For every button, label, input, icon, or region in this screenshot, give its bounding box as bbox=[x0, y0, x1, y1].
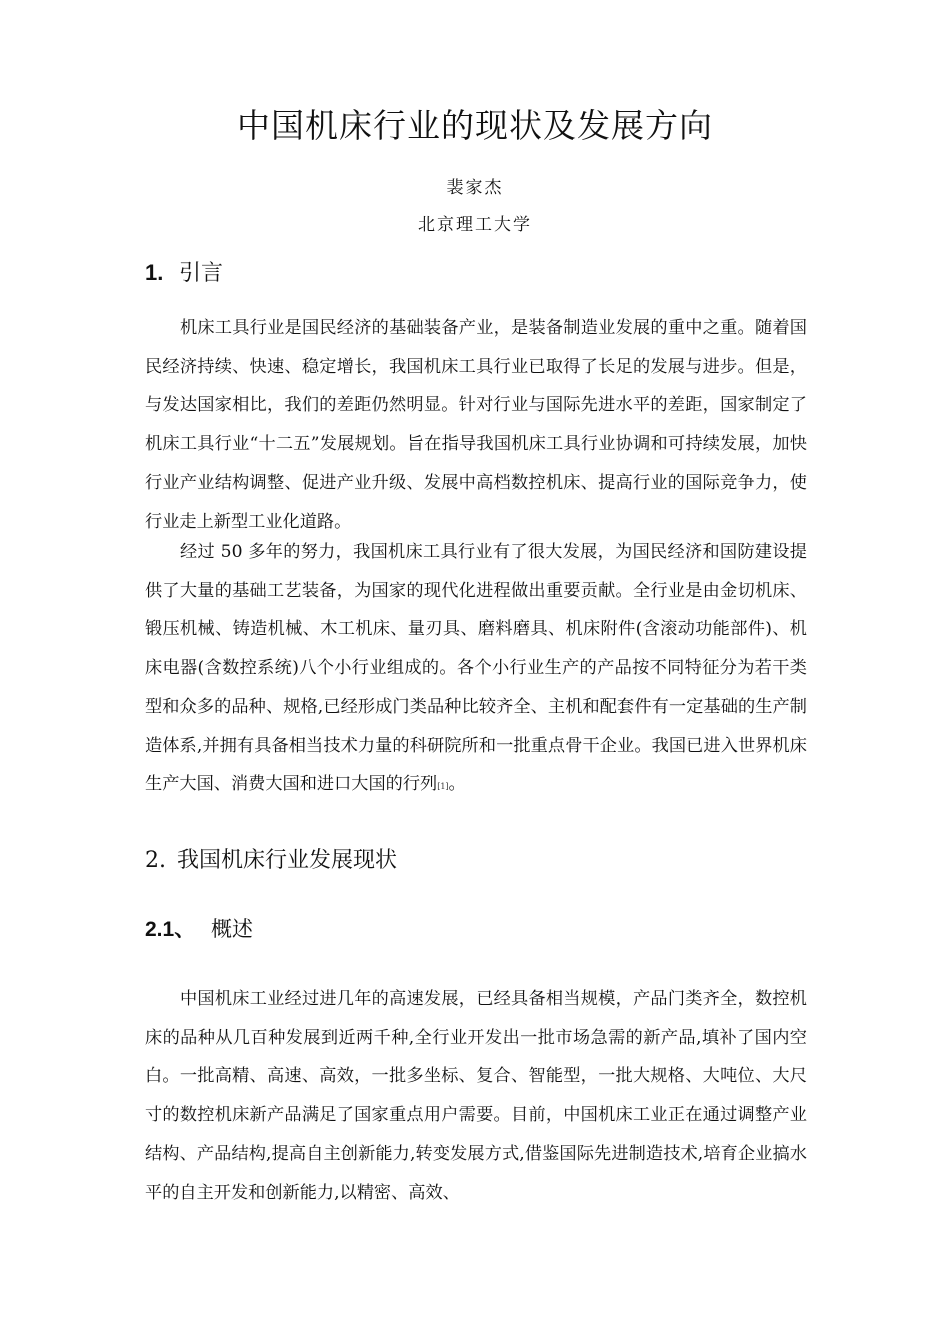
paragraph: 中国机床工业经过进几年的高速发展，已经具备相当规模，产品门类齐全，数控机床的品种从几百种发展到近两千种,全行业开发出一批市场急需的新产品,填补了国内空白。一批高精、高速、高效，一批多坐标、复合、智能型，一批大规格、大吨位、大尺寸的数控机床新产品满足了国家重点用户需要。目前，中国机床工业正在通过调整产业结构、产品结构,提高自主创新能力,转变发展方式,借鉴国际先进制造技术,培育企业搞水平的自主开发和创新能力,以精密、高效、 bbox=[145, 989, 807, 1203]
citation-marker[interactable]: [1] bbox=[437, 782, 449, 792]
paper-title: 中国机床行业的现状及发展方向 bbox=[237, 106, 713, 145]
section-title: 我国机床行业发展现状 bbox=[177, 848, 398, 873]
paragraph-text: 经过 50 多年的努力，我国机床工具行业有了很大发展，为国民经济和国防建设提供了大量的基础工艺装备，为国家的现代化进程做出重要贡献。全行业是由金切机床、锻压机械、铸造机械、木工机床、量刃具、磨料磨具、机床附件(含滚动功能部件)、机床电器(含数控系统)八个小行业组成的。各个小行业生产的产品按不同特征分为若干类型和众多的品种、规格,已经形成门类品种比较齐全、主机和配套件有一定基础的生产制造体系,并拥有具备相当技术力量的科研院所和一批重点骨干企业。我国已进入世界机床生产大国、消费大国和进口大国的行列 bbox=[145, 542, 807, 795]
paragraph bbox=[145, 533, 807, 807]
section-number: 1. bbox=[145, 260, 164, 285]
section-title: 引言 bbox=[179, 261, 224, 286]
author-name: 裴家杰 bbox=[446, 178, 504, 198]
subsection-title: 概述 bbox=[211, 917, 253, 941]
section-heading-status bbox=[145, 846, 397, 876]
author-affiliation: 北京理工大学 bbox=[418, 215, 532, 235]
subsection-heading-overview bbox=[145, 914, 253, 945]
paragraph: 机床工具行业是国民经济的基础装备产业，是装备制造业发展的重中之重。随着国民经济持续、快速、稳定增长，我国机床工具行业已取得了长足的发展与进步。但是，与发达国家相比，我们的差距仍然明显。针对行业与国际先进水平的差距，国家制定了机床工具行业“十二五”发展规划。旨在指导我国机床工具行业协调和可持续发展，加快行业产业结构调整、促进产业升级、发展中高档数控机床、提高行业的国际竞争力，使行业走上新型工业化道路。 bbox=[145, 318, 807, 532]
subsection-number: 2.1、 bbox=[145, 918, 196, 941]
paragraph-text-end: 。 bbox=[448, 774, 466, 795]
section-number: 2. bbox=[145, 848, 166, 873]
section-heading-introduction bbox=[145, 258, 223, 289]
